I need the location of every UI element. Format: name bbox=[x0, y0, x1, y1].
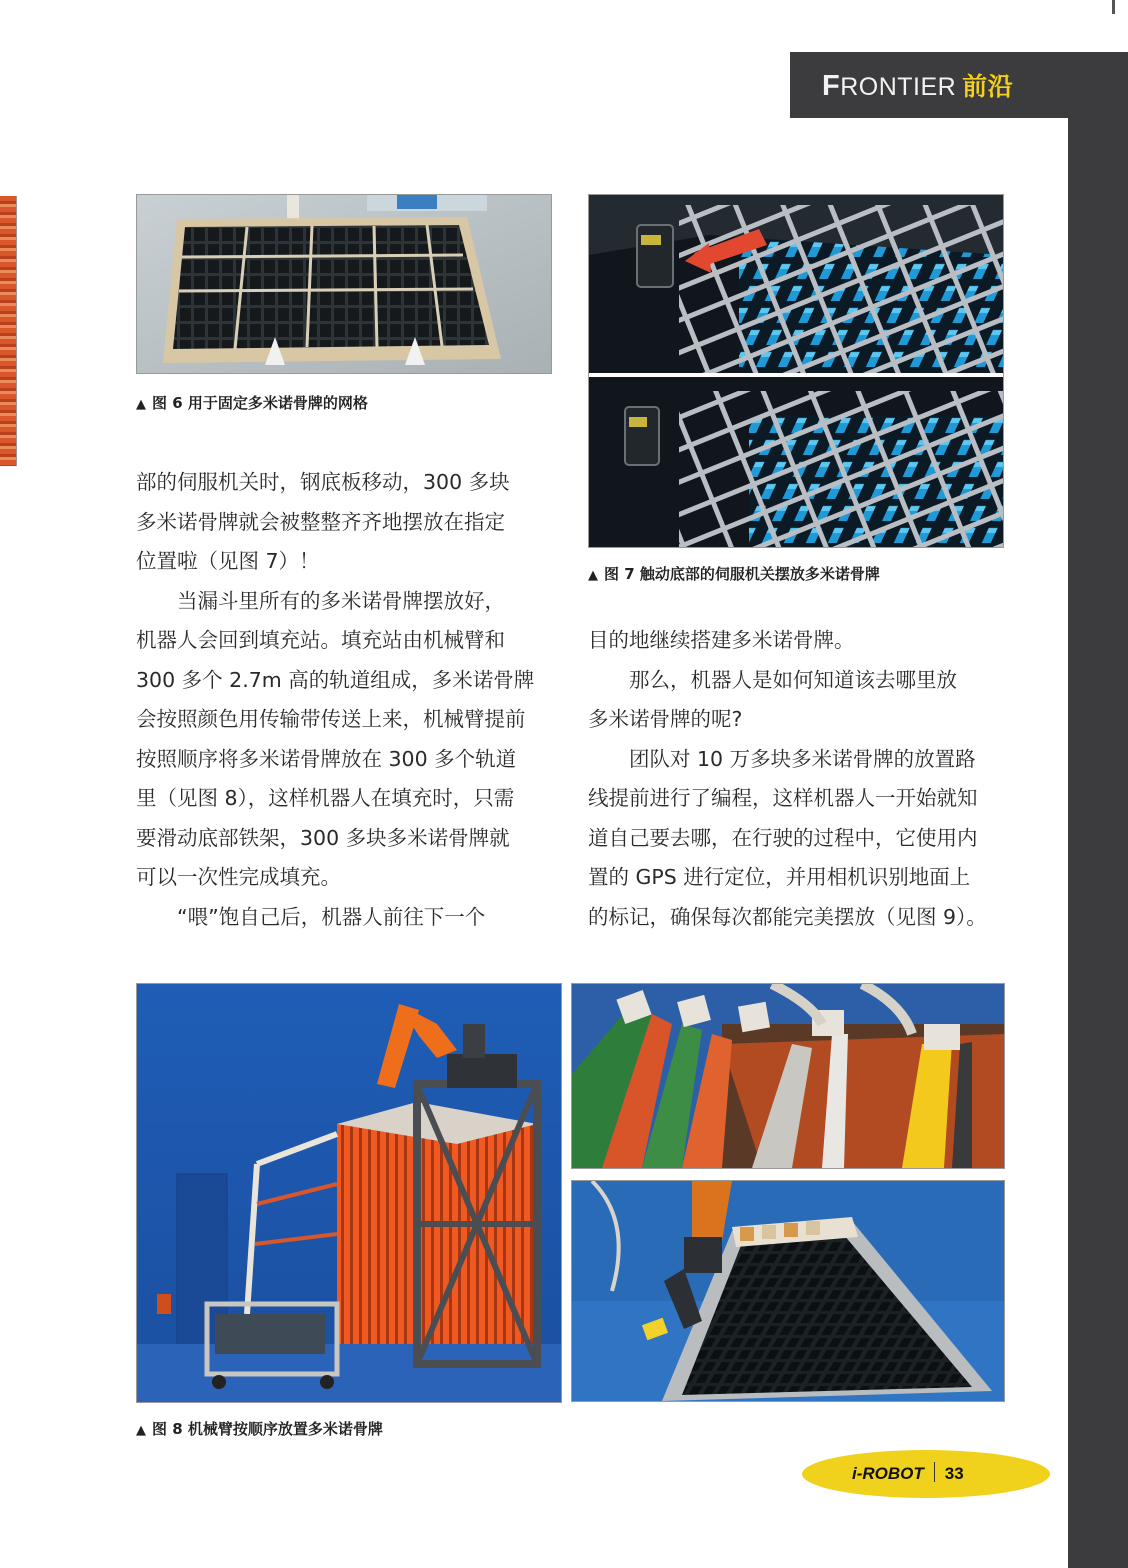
left-line: 位置啦（见图 7）！ bbox=[136, 549, 320, 573]
left-line: “喂”饱自己后，机器人前往下一个 bbox=[177, 904, 486, 929]
figure-6-caption bbox=[136, 392, 368, 413]
figure-8-photo bbox=[136, 983, 562, 1403]
figure-8-caption bbox=[136, 1418, 383, 1439]
right-line: 线提前进行了编程，这样机器人一开始就知 bbox=[588, 786, 978, 810]
left-column-text bbox=[136, 463, 552, 937]
right-line: 多米诺骨牌的呢? bbox=[588, 707, 743, 731]
left-line: 里（见图 8），这样机器人在填充时，只需 bbox=[136, 786, 515, 810]
figure-7-photo bbox=[588, 194, 1004, 548]
caption-triangle-icon: ▲ bbox=[136, 397, 146, 412]
caption-text: 图 6 用于固定多米诺骨牌的网格 bbox=[152, 394, 368, 412]
header-section-cn: 前沿 bbox=[962, 73, 1014, 101]
right-gutter bbox=[1068, 118, 1128, 1568]
left-line: 按照顺序将多米诺骨牌放在 300 多个轨道 bbox=[136, 746, 517, 771]
left-line: 多米诺骨牌就会被整整齐齐地摆放在指定 bbox=[136, 509, 505, 534]
figure-8-rails-photo bbox=[571, 983, 1005, 1169]
right-line: 那么，机器人是如何知道该去哪里放 bbox=[629, 667, 957, 692]
domino-grid-image bbox=[137, 195, 551, 373]
right-line: 置的 GPS 进行定位，并用相机识别地面上 bbox=[588, 865, 971, 889]
caption-text: 图 8 机械臂按顺序放置多米诺骨牌 bbox=[152, 1420, 383, 1438]
figure-7-caption bbox=[588, 563, 880, 584]
footer-separator bbox=[934, 1462, 935, 1482]
page-number: 33 bbox=[944, 1464, 964, 1483]
figure-6-photo bbox=[136, 194, 552, 374]
header-brand-initial: F bbox=[822, 70, 841, 102]
section-header bbox=[822, 68, 1013, 104]
left-line: 会按照颜色用传输带传送上来，机械臂提前 bbox=[136, 707, 526, 731]
domino-rails-image bbox=[572, 984, 1004, 1168]
footer-brand-and-page bbox=[852, 1460, 964, 1488]
robot-arm-station-image bbox=[137, 984, 561, 1402]
left-line: 机器人会回到填充站。填充站由机械臂和 bbox=[136, 628, 505, 652]
left-line: 部的伺服机关时，钢底板移动，300 多块 bbox=[136, 470, 510, 494]
corner-mark bbox=[1112, 0, 1115, 14]
footer-brand: i-ROBOT bbox=[852, 1464, 924, 1483]
right-column-text bbox=[588, 621, 1004, 937]
left-line: 当漏斗里所有的多米诺骨牌摆放好， bbox=[177, 588, 505, 613]
caption-text: 图 7 触动底部的伺服机关摆放多米诺骨牌 bbox=[604, 565, 880, 583]
caption-triangle-icon: ▲ bbox=[136, 1423, 146, 1438]
left-line: 300 多个 2.7m 高的轨道组成，多米诺骨牌 bbox=[136, 667, 535, 692]
right-line: 道自己要去哪，在行驶的过程中，它使用内 bbox=[588, 825, 978, 850]
header-brand-rest: RONTIER bbox=[840, 73, 957, 101]
left-line: 可以一次性完成填充。 bbox=[136, 865, 341, 889]
right-line: 目的地继续搭建多米诺骨牌。 bbox=[588, 628, 855, 652]
figure-8-gripper-photo bbox=[571, 1180, 1005, 1402]
previous-page-photo-edge bbox=[0, 196, 17, 466]
right-line: 的标记，确保每次都能完美摆放（见图 9）。 bbox=[588, 904, 987, 929]
right-line: 团队对 10 万多块多米诺骨牌的放置路 bbox=[629, 746, 976, 771]
servo-domino-image bbox=[589, 195, 1003, 547]
left-line: 要滑动底部铁架，300 多块多米诺骨牌就 bbox=[136, 825, 510, 850]
gripper-domino-image bbox=[572, 1181, 1004, 1401]
caption-triangle-icon: ▲ bbox=[588, 568, 598, 583]
